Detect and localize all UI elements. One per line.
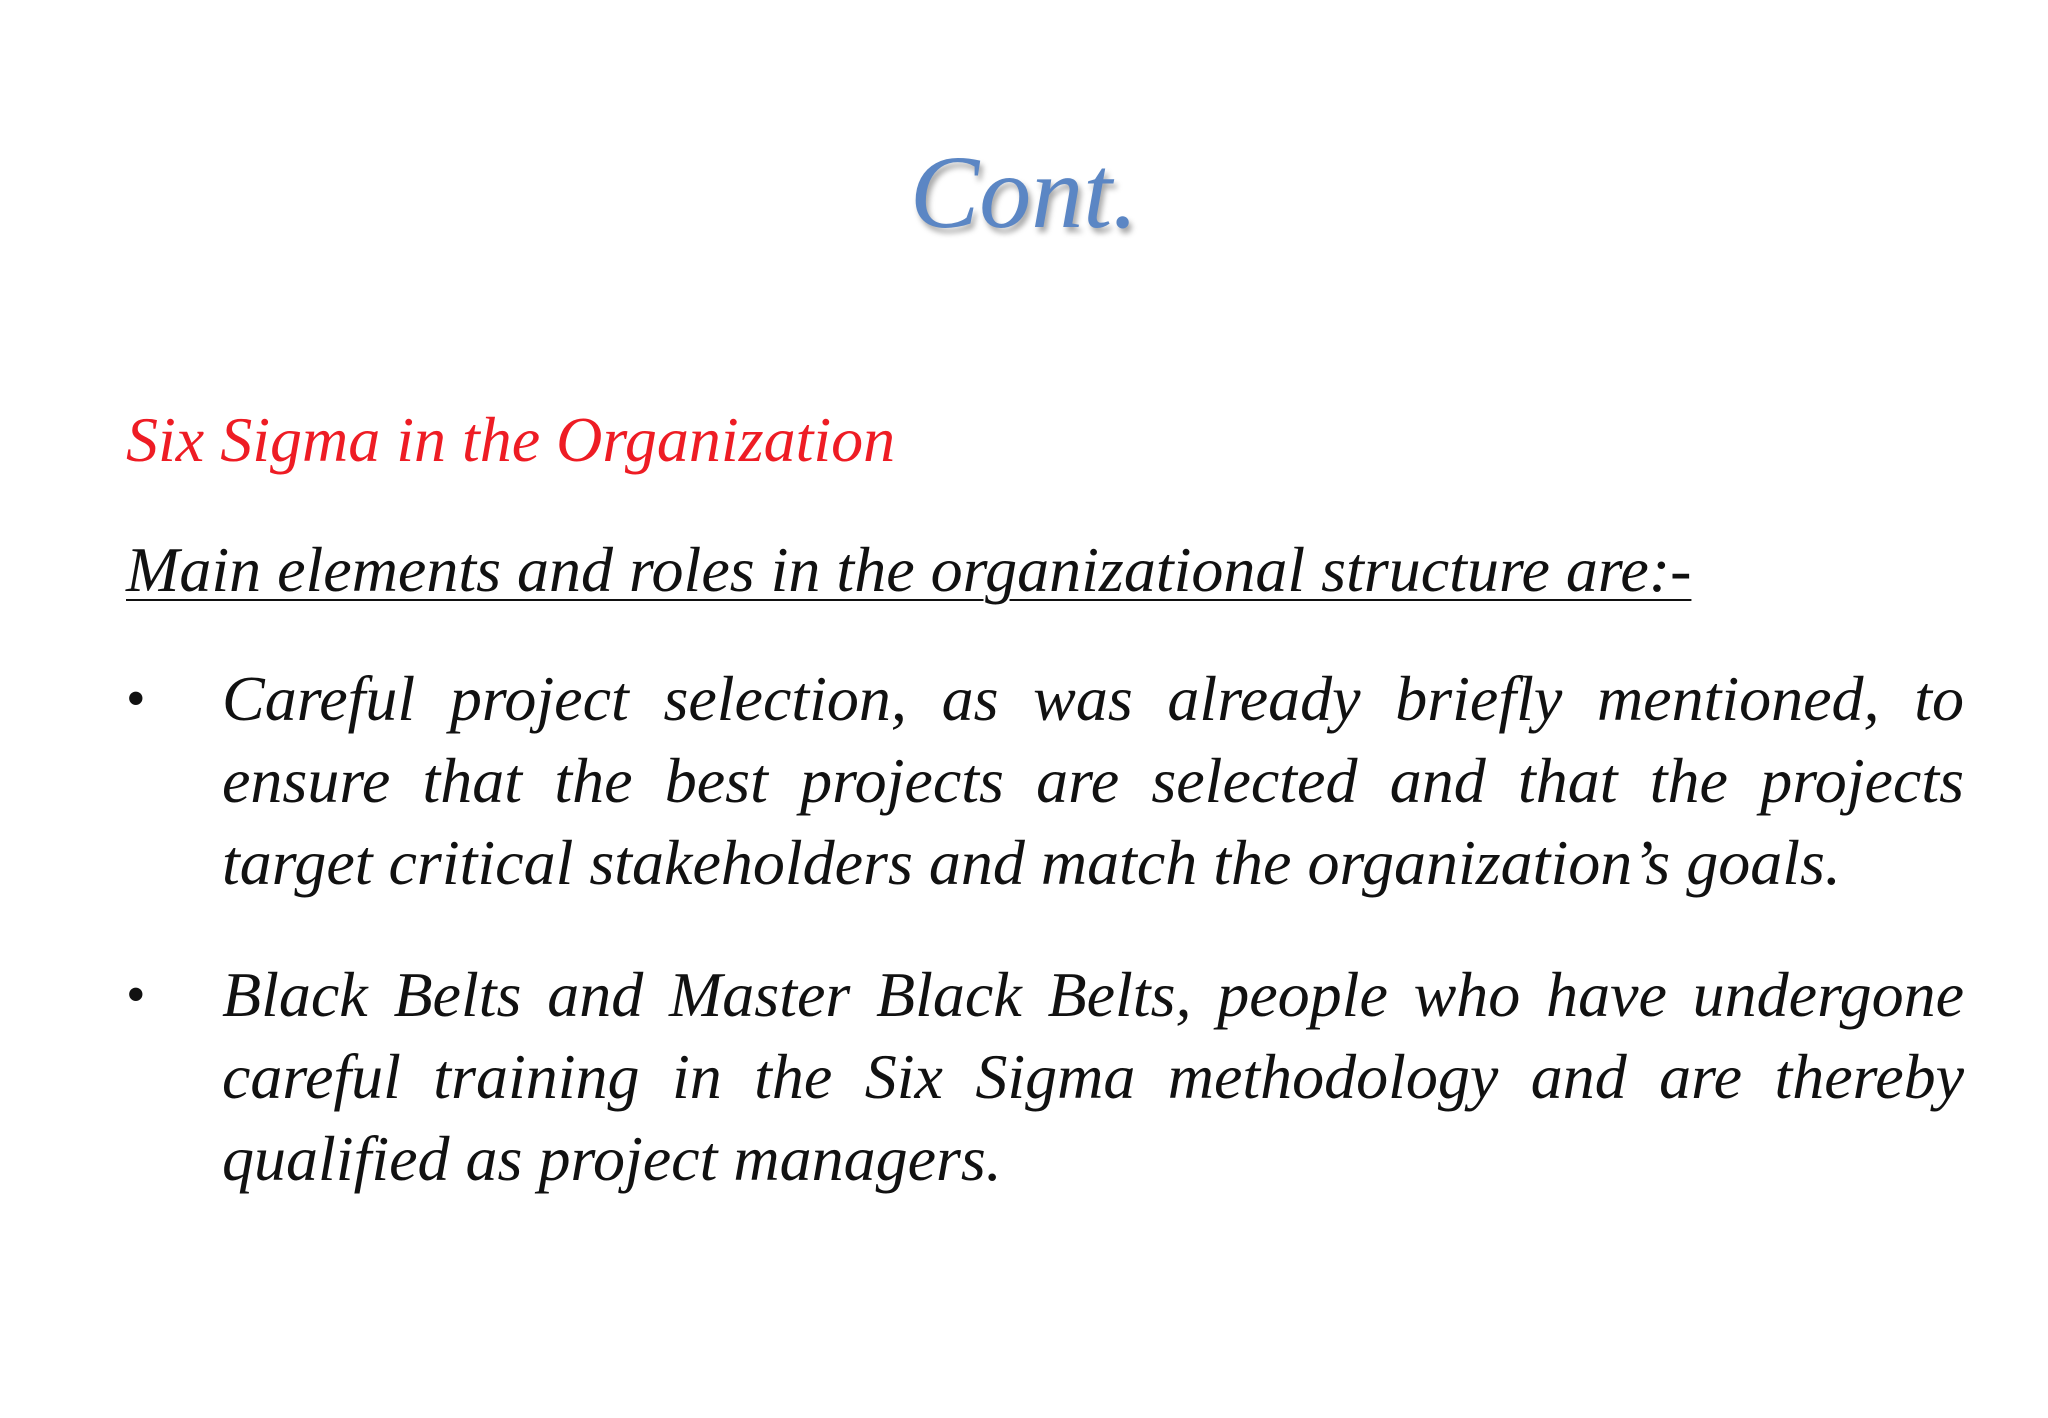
lead-sentence: Main elements and roles in the organizational structure are:- <box>126 534 1692 605</box>
bullet-dot-icon: • <box>126 668 146 730</box>
section-heading: Six Sigma in the Organization <box>126 404 896 475</box>
bullet-list <box>126 658 1964 1250</box>
bullet-dot-icon: • <box>126 964 146 1026</box>
bullet-text: Careful project selection, as was already briefly mentioned, to ensure that the best projects are selected and that the projects target critical stakeholders and match the organization’s goals. <box>222 663 1964 898</box>
slide-title: Cont. <box>909 135 1139 250</box>
bullet-item <box>126 954 1964 1200</box>
bullet-text: Black Belts and Master Black Belts, people who have undergone careful training in the Six Sigma methodology and are thereby qualified as project managers. <box>222 959 1964 1194</box>
bullet-item <box>126 658 1964 904</box>
